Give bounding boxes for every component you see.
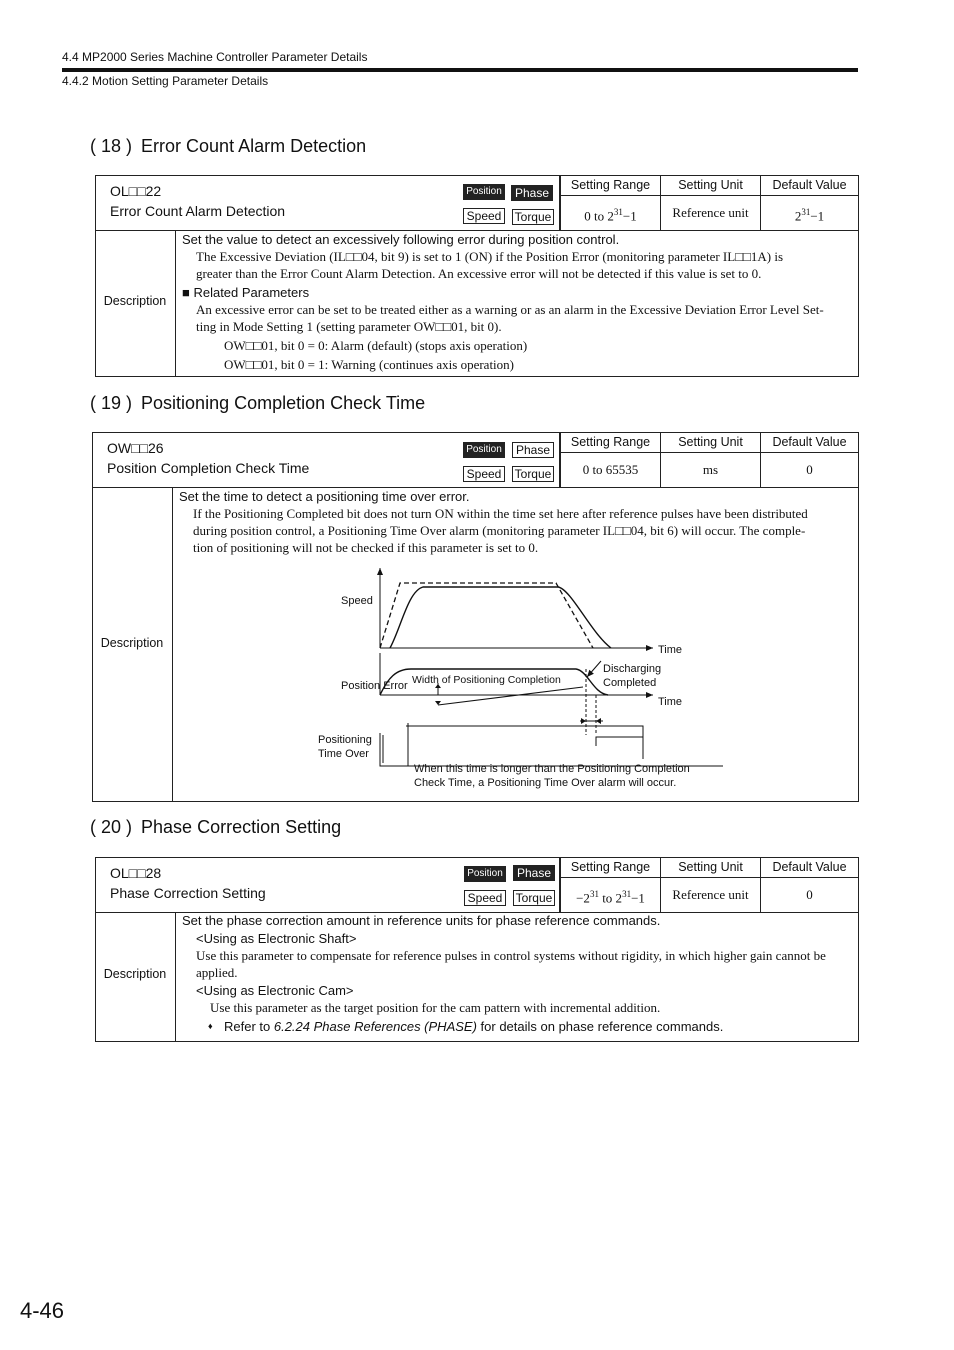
discharging-completed-label: Completed [603,677,657,689]
width-of-completion-label: Width of Positioning Completion [412,674,561,686]
reference-link[interactable]: 6.2.24 Phase References (PHASE) [273,1019,477,1034]
description-label: Description [103,294,167,308]
diamond-bullet-icon: ♦ [208,1021,213,1031]
description-label: Description [100,636,164,650]
time-over-pulse-1 [596,737,643,746]
description-line: Use this parameter as the target position for the cam pattern with incremental addition. [210,1000,661,1015]
header-default-value: Default Value [760,858,858,878]
speed-label: Speed [341,595,373,607]
mode-phase: Phase [512,442,554,458]
value-setting-range: $-2^{31}$ to $2^{31}-1$ [560,878,660,913]
value-setting-unit: Reference unit [660,196,760,231]
param-id-cell [96,858,560,913]
value-setting-range: 0 to 65535 [560,453,660,488]
header-default-value: Default Value [760,176,858,196]
electronic-shaft-heading: <Using as Electronic Shaft> [196,931,357,946]
header-setting-range: Setting Range [560,433,660,453]
description-main: Set the phase correction amount in reference units for phase reference commands. [182,913,661,928]
slant-reference-line [438,687,583,705]
header-setting-range: Setting Range [560,176,660,196]
time-over-baseline [380,733,723,766]
positioning-label: Positioning [318,734,372,746]
electronic-cam-heading: <Using as Electronic Cam> [196,983,354,998]
running-header-subsection: 4.4.2 Motion Setting Parameter Details [62,74,269,88]
section-number: ( 18 ) [90,136,133,156]
description-line: tion of positioning will not be checked if this parameter is set to 0. [193,540,539,555]
column-divider [175,913,176,1041]
mode-phase: Phase [511,185,553,201]
section-title-19 [90,393,425,414]
mode-torque: Torque [513,890,555,906]
mode-torque: Torque [512,209,554,225]
header-setting-range: Setting Range [560,858,660,878]
description-line: Use this parameter to compensate for reference pulses in control systems without rigidity, in which higher gain cannot be [196,948,826,963]
time-over-pulse-2 [406,726,643,759]
value-default: 0 [760,878,858,913]
param-table-18 [95,175,859,377]
value-default: 0 [760,453,858,488]
section-number: ( 19 ) [90,393,133,413]
header-setting-unit: Setting Unit [660,176,760,196]
interval-arrow-left [581,718,586,724]
mode-speed: Speed [464,890,506,906]
column-divider [175,231,176,376]
param-table-19 [92,432,859,802]
discharging-label: Discharging [603,663,662,675]
time-label-2: Time [658,696,683,708]
mode-speed: Speed [463,466,505,482]
value-setting-unit: Reference unit [660,878,760,913]
param-id-cell [96,176,560,231]
note-line-2: Check Time, a Positioning Time Over alarm will occur. [414,777,677,789]
header-setting-unit: Setting Unit [660,858,760,878]
section-title-text: Error Count Alarm Detection [141,136,367,156]
value-setting-unit: ms [660,453,760,488]
mode-position: Position [463,184,505,200]
param-name: Phase Correction Setting [110,885,266,901]
note-line-1: When this time is longer than the Positioning Completion [414,763,690,775]
mode-speed: Speed [463,208,505,224]
actual-speed-curve [390,587,611,648]
description-main: Set the time to detect a positioning time over error. [179,489,470,504]
time-label-1: Time [658,644,683,656]
description-line: greater than the Error Count Alarm Detection. An excessive error will not be detected if this value is set to 0. [196,266,762,281]
section-title-18 [90,136,366,157]
param-name: Error Count Alarm Detection [110,203,286,219]
param-code: OL□□22 [110,183,162,199]
description-line: The Excessive Deviation (IL□□04, bit 9) is set to 1 (ON) if the Position Error (monitoring parameter IL□□1A) is [196,249,784,264]
discharging-pointer [587,661,601,677]
description-line: during position control, a Positioning Time Over alarm (monitoring parameter IL□□04, bit 6) will occur. The comple- [193,523,806,538]
time-over-label: Time Over [318,748,369,760]
header-default-value: Default Value [760,433,858,453]
related-parameters-heading: ■ Related Parameters [182,285,310,300]
description-line: OW□□01, bit 0 = 1: Warning (continues axis operation) [224,357,514,372]
interval-arrow-right [596,718,601,724]
mode-phase: Phase [513,865,555,881]
header-setting-unit: Setting Unit [660,433,760,453]
reference-prefix: Refer to [224,1019,274,1034]
reference-suffix: for details on phase reference commands. [476,1019,724,1034]
param-name: Position Completion Check Time [107,460,310,476]
description-body [182,231,852,373]
param-code: OW□□26 [107,440,164,456]
value-default: $2^{31}-1$ [760,196,858,231]
section-title-text: Positioning Completion Check Time [141,393,426,413]
description-label: Description [103,967,167,981]
reference-speed-curve [380,583,593,648]
description-line: If the Positioning Completed bit does not turn ON within the time set here after reference pulses have been distributed [193,506,808,521]
description-line: OW□□01, bit 0 = 0: Alarm (default) (stops axis operation) [224,338,528,353]
section-title-text: Phase Correction Setting [141,817,342,837]
mode-position: Position [463,442,505,458]
description-line: ting in Mode Setting 1 (setting parameter OW□□01, bit 0). [196,319,502,334]
mode-torque: Torque [512,466,554,482]
description-line: applied. [196,965,238,980]
param-code: OL□□28 [110,865,162,881]
page-number: 4-46 [20,1298,65,1323]
description-main: Set the value to detect an excessively following error during position control. [182,232,620,247]
description-line: An excessive error can be set to be treated either as a warning or as an alarm in the Excessive Deviation Error Level Set- [196,302,824,317]
section-title-20 [90,817,341,838]
value-setting-range: 0 to $2^{31}-1$ [560,196,660,231]
mode-position: Position [464,866,506,882]
positioning-timing-diagram [93,433,858,801]
description-body [182,912,852,1035]
section-number: ( 20 ) [90,817,133,837]
running-header-section: 4.4 MP2000 Series Machine Controller Parameter Details [62,50,368,64]
header-rule [62,68,858,72]
reference-note [182,1018,852,1035]
position-error-label: Position Error [341,680,408,692]
param-table-20 [95,857,859,1042]
